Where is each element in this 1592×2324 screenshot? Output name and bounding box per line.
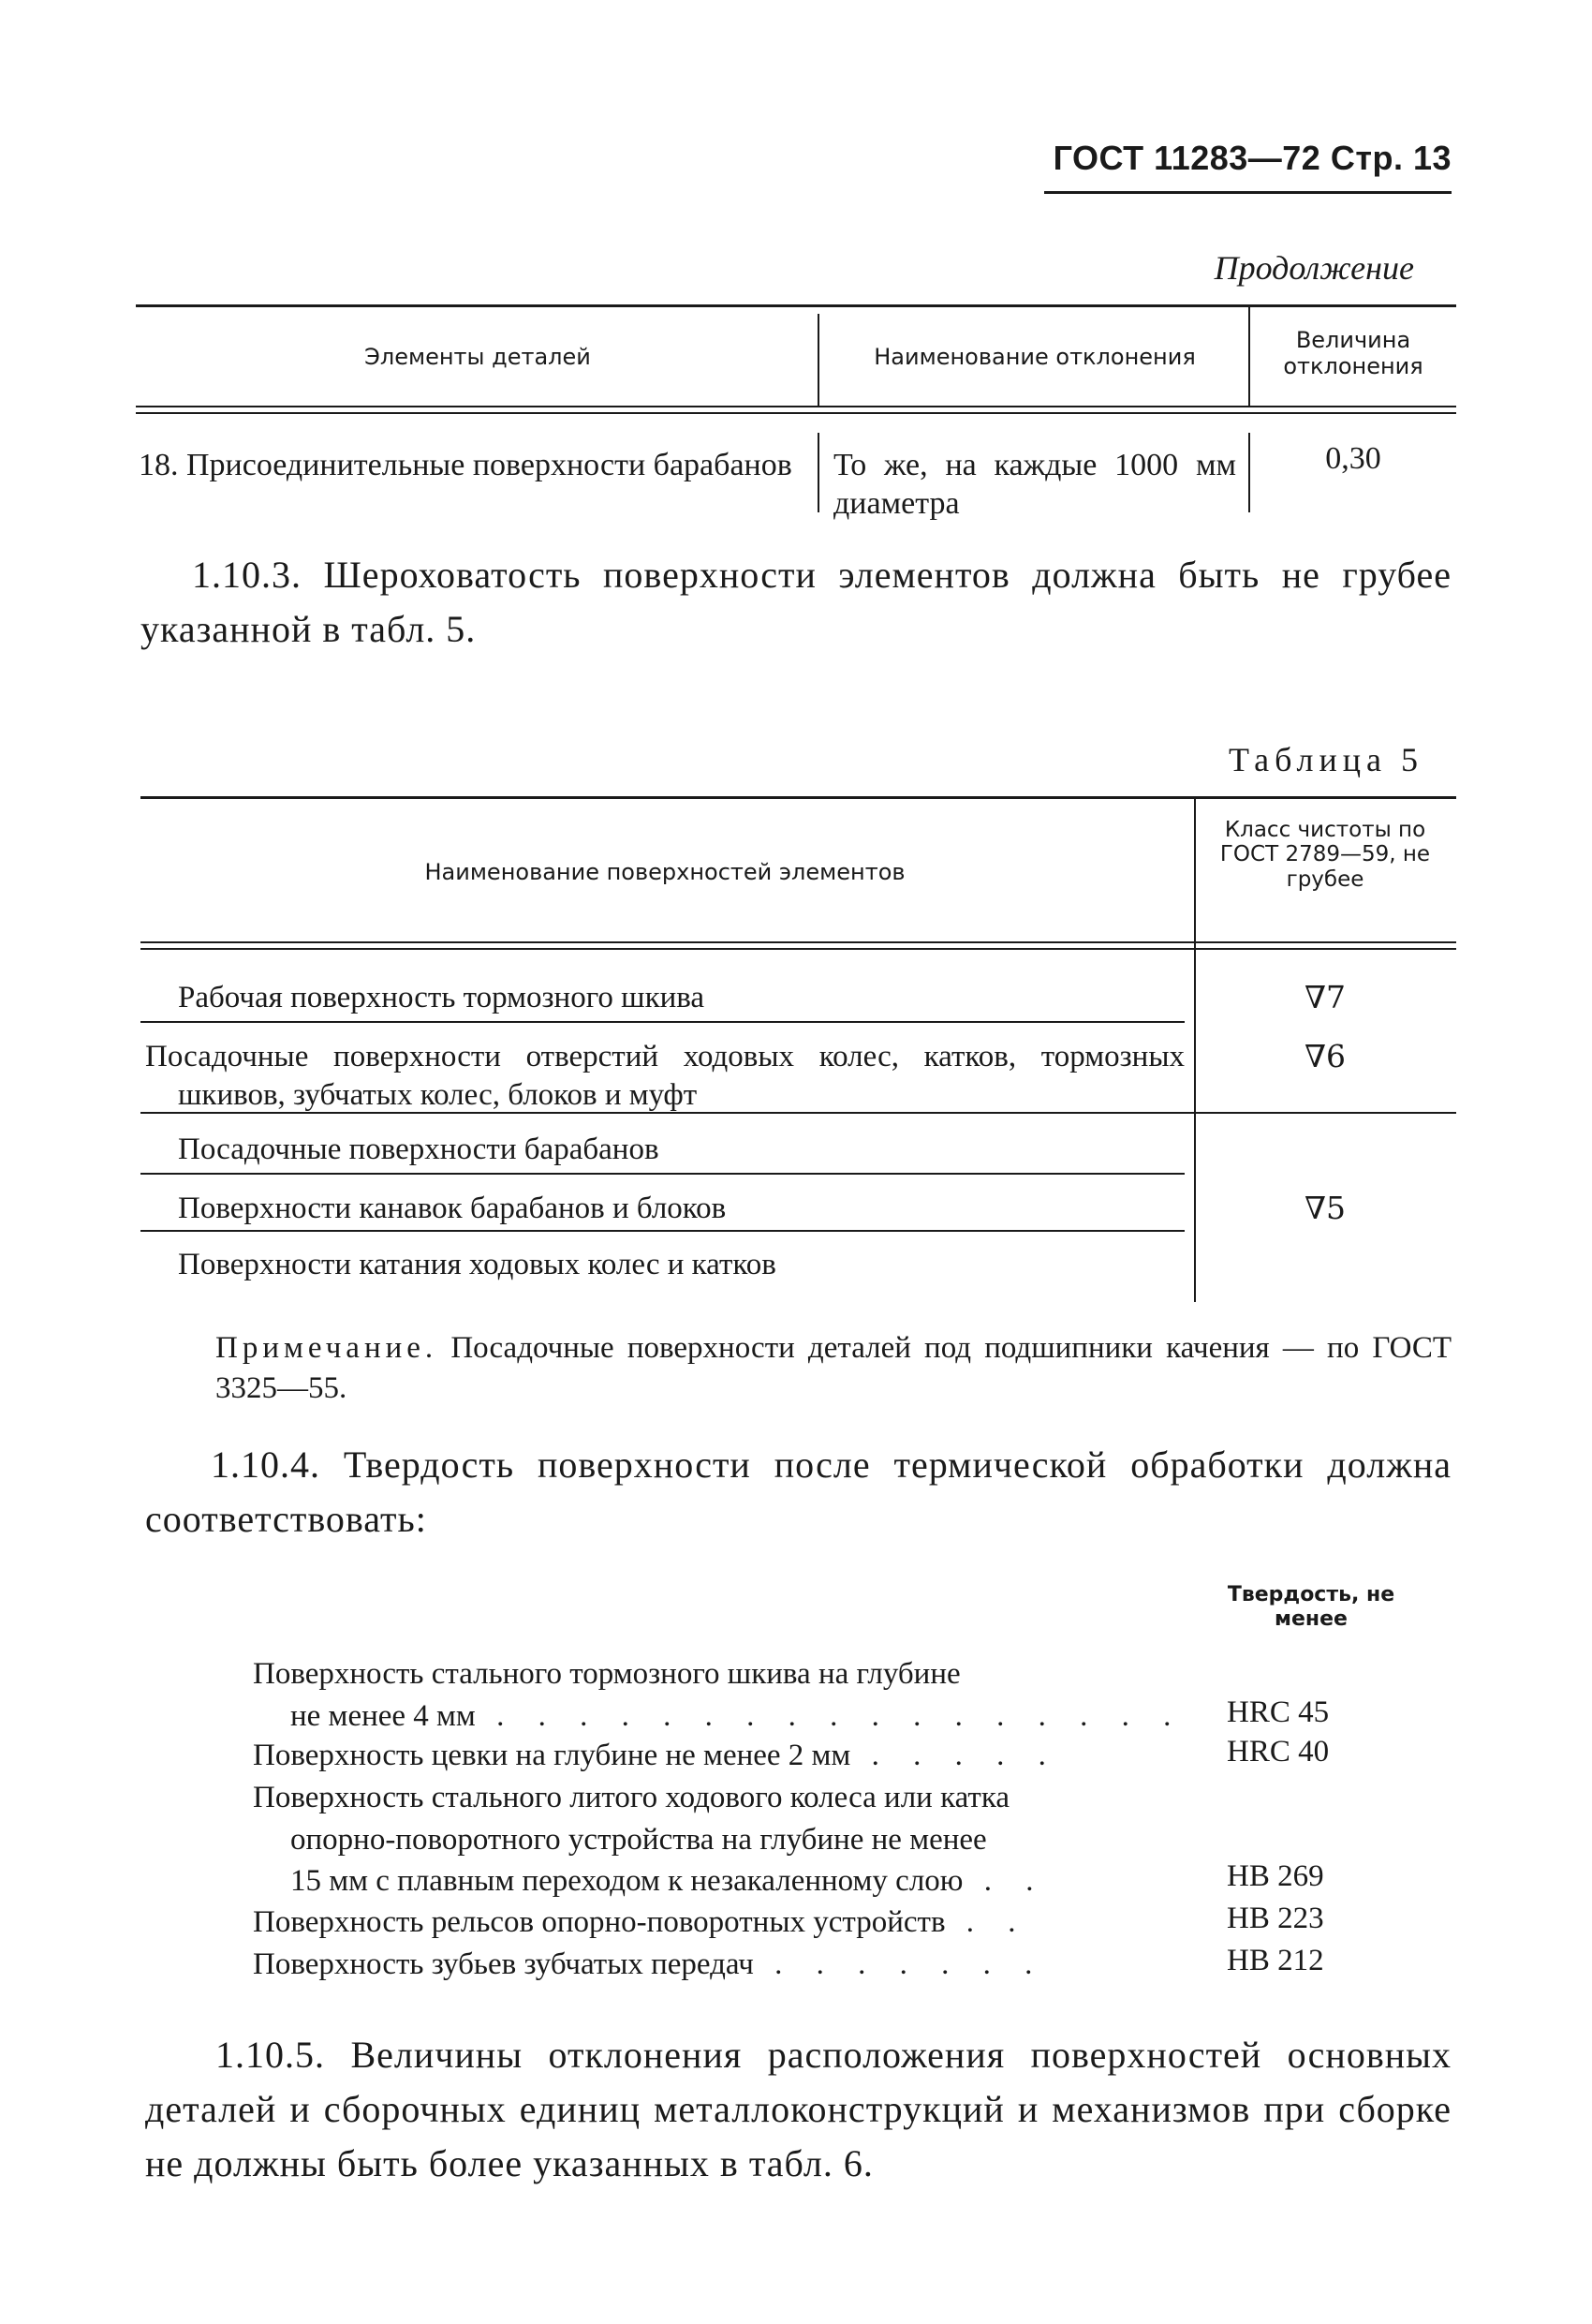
hardness-value: HB 269 xyxy=(1227,1859,1324,1893)
hardness-item-line: не менее 4 мм xyxy=(290,1698,476,1733)
leader-dots: . . xyxy=(963,1864,1047,1899)
header-double-rule xyxy=(140,941,1456,943)
hardness-item xyxy=(253,1735,1199,1777)
row-rule xyxy=(140,1021,1185,1023)
table-divider xyxy=(818,314,819,407)
finish-class: ∇5 xyxy=(1304,1190,1347,1226)
column-header: Класс чистоты по ГОСТ 2789—59, не грубее xyxy=(1219,818,1431,892)
row-rule xyxy=(140,1112,1456,1114)
hardness-column-header: Твердость, не менее xyxy=(1227,1583,1395,1632)
table-label: Таблица 5 xyxy=(1229,741,1423,778)
table-divider xyxy=(818,433,819,512)
hardness-value: HRC 40 xyxy=(1227,1735,1330,1769)
note-text: Посадочные поверхности деталей под подшипники качения — по ГОСТ 3325—55. xyxy=(215,1331,1452,1405)
table-row: Посадочные поверхности отверстий ходовых колес, катков, тормозных шкивов, зубчатых колес, блоков и муфт xyxy=(145,1040,1185,1113)
hardness-item-line: 15 мм с плавным переходом к незакаленному слою xyxy=(290,1864,964,1899)
hardness-item xyxy=(253,1944,1199,1986)
table-cell: То же, на каждые 1000 мм диаметра xyxy=(833,448,1236,521)
note-lead: Примечание. xyxy=(215,1331,438,1365)
column-header: Элементы деталей xyxy=(364,344,591,370)
finish-class: ∇6 xyxy=(1304,1038,1347,1074)
hardness-item-line: Поверхность зубьев зубчатых передач xyxy=(253,1947,754,1981)
finish-class: ∇7 xyxy=(1304,979,1347,1015)
page-header: ГОСТ 11283—72 Стр. 13 xyxy=(1053,139,1452,177)
column-header: Наименование поверхностей элементов xyxy=(424,859,906,885)
hardness-item xyxy=(253,1777,1199,1902)
table-cell: 0,30 xyxy=(1325,441,1381,476)
leader-dots: . . . . . xyxy=(850,1739,1059,1772)
hardness-value: HRC 45 xyxy=(1227,1695,1330,1729)
paragraph-1-10-4: 1.10.4. Твердость поверхности после термической обработки должна соответствовать: xyxy=(145,1443,1452,1540)
hardness-value: HB 223 xyxy=(1227,1902,1324,1935)
row-rule xyxy=(140,1173,1185,1175)
table-row: Рабочая поверхность тормозного шкива xyxy=(178,981,705,1014)
table-row: Поверхности канавок барабанов и блоков xyxy=(178,1192,727,1225)
paragraph-1-10-5: 1.10.5. Величины отклонения расположения поверхностей основных деталей и сборочных единиц металлоконструкций и механизмов при сборке не должны быть более указанных в табл. 6. xyxy=(145,2034,1452,2184)
column-header: Величина отклонения xyxy=(1283,327,1423,379)
header-double-rule xyxy=(140,948,1456,950)
leader-dots: . . . . . . . xyxy=(753,1947,1046,1981)
table-top-rule xyxy=(136,304,1456,307)
hardness-item-line: Поверхность стального тормозного шкива на глубине xyxy=(253,1657,961,1691)
table-top-rule xyxy=(140,796,1456,799)
header-rule xyxy=(1044,191,1452,194)
row-rule xyxy=(140,1230,1185,1232)
table-divider xyxy=(1248,433,1250,512)
table-row: Посадочные поверхности барабанов xyxy=(178,1132,659,1166)
paragraph-1-10-3: 1.10.3. Шероховатость поверхности элементов должна быть не грубее указанной в табл. 5. xyxy=(140,554,1452,650)
leader-dots: . . xyxy=(945,1905,1029,1939)
column-header: Наименование отклонения xyxy=(874,344,1196,370)
table-divider xyxy=(1194,796,1196,1302)
table-row: Поверхности катания ходовых колес и катков xyxy=(178,1248,776,1281)
hardness-item-line: Поверхность стального литого ходового колеса или катка xyxy=(253,1781,1010,1814)
table-note xyxy=(215,1328,1452,1409)
table-divider xyxy=(1248,304,1250,407)
hardness-value: HB 212 xyxy=(1227,1944,1324,1977)
hardness-item xyxy=(253,1902,1199,1944)
hardness-item-line: Поверхность цевки на глубине не менее 2 мм xyxy=(253,1739,851,1772)
hardness-item-line: опорно-поворотного устройства на глубине не менее xyxy=(290,1822,987,1857)
header-double-rule xyxy=(136,412,1456,414)
hardness-item xyxy=(253,1653,1199,1737)
continuation-label: Продолжение xyxy=(1214,249,1414,287)
table-cell: 18. Присоединительные поверхности барабанов xyxy=(139,448,792,482)
hardness-item-line: Поверхность рельсов опорно-поворотных устройств xyxy=(253,1905,946,1939)
leader-dots: . . . . . . . . . . . . . . . . . xyxy=(475,1698,1185,1733)
header-double-rule xyxy=(136,406,1456,407)
